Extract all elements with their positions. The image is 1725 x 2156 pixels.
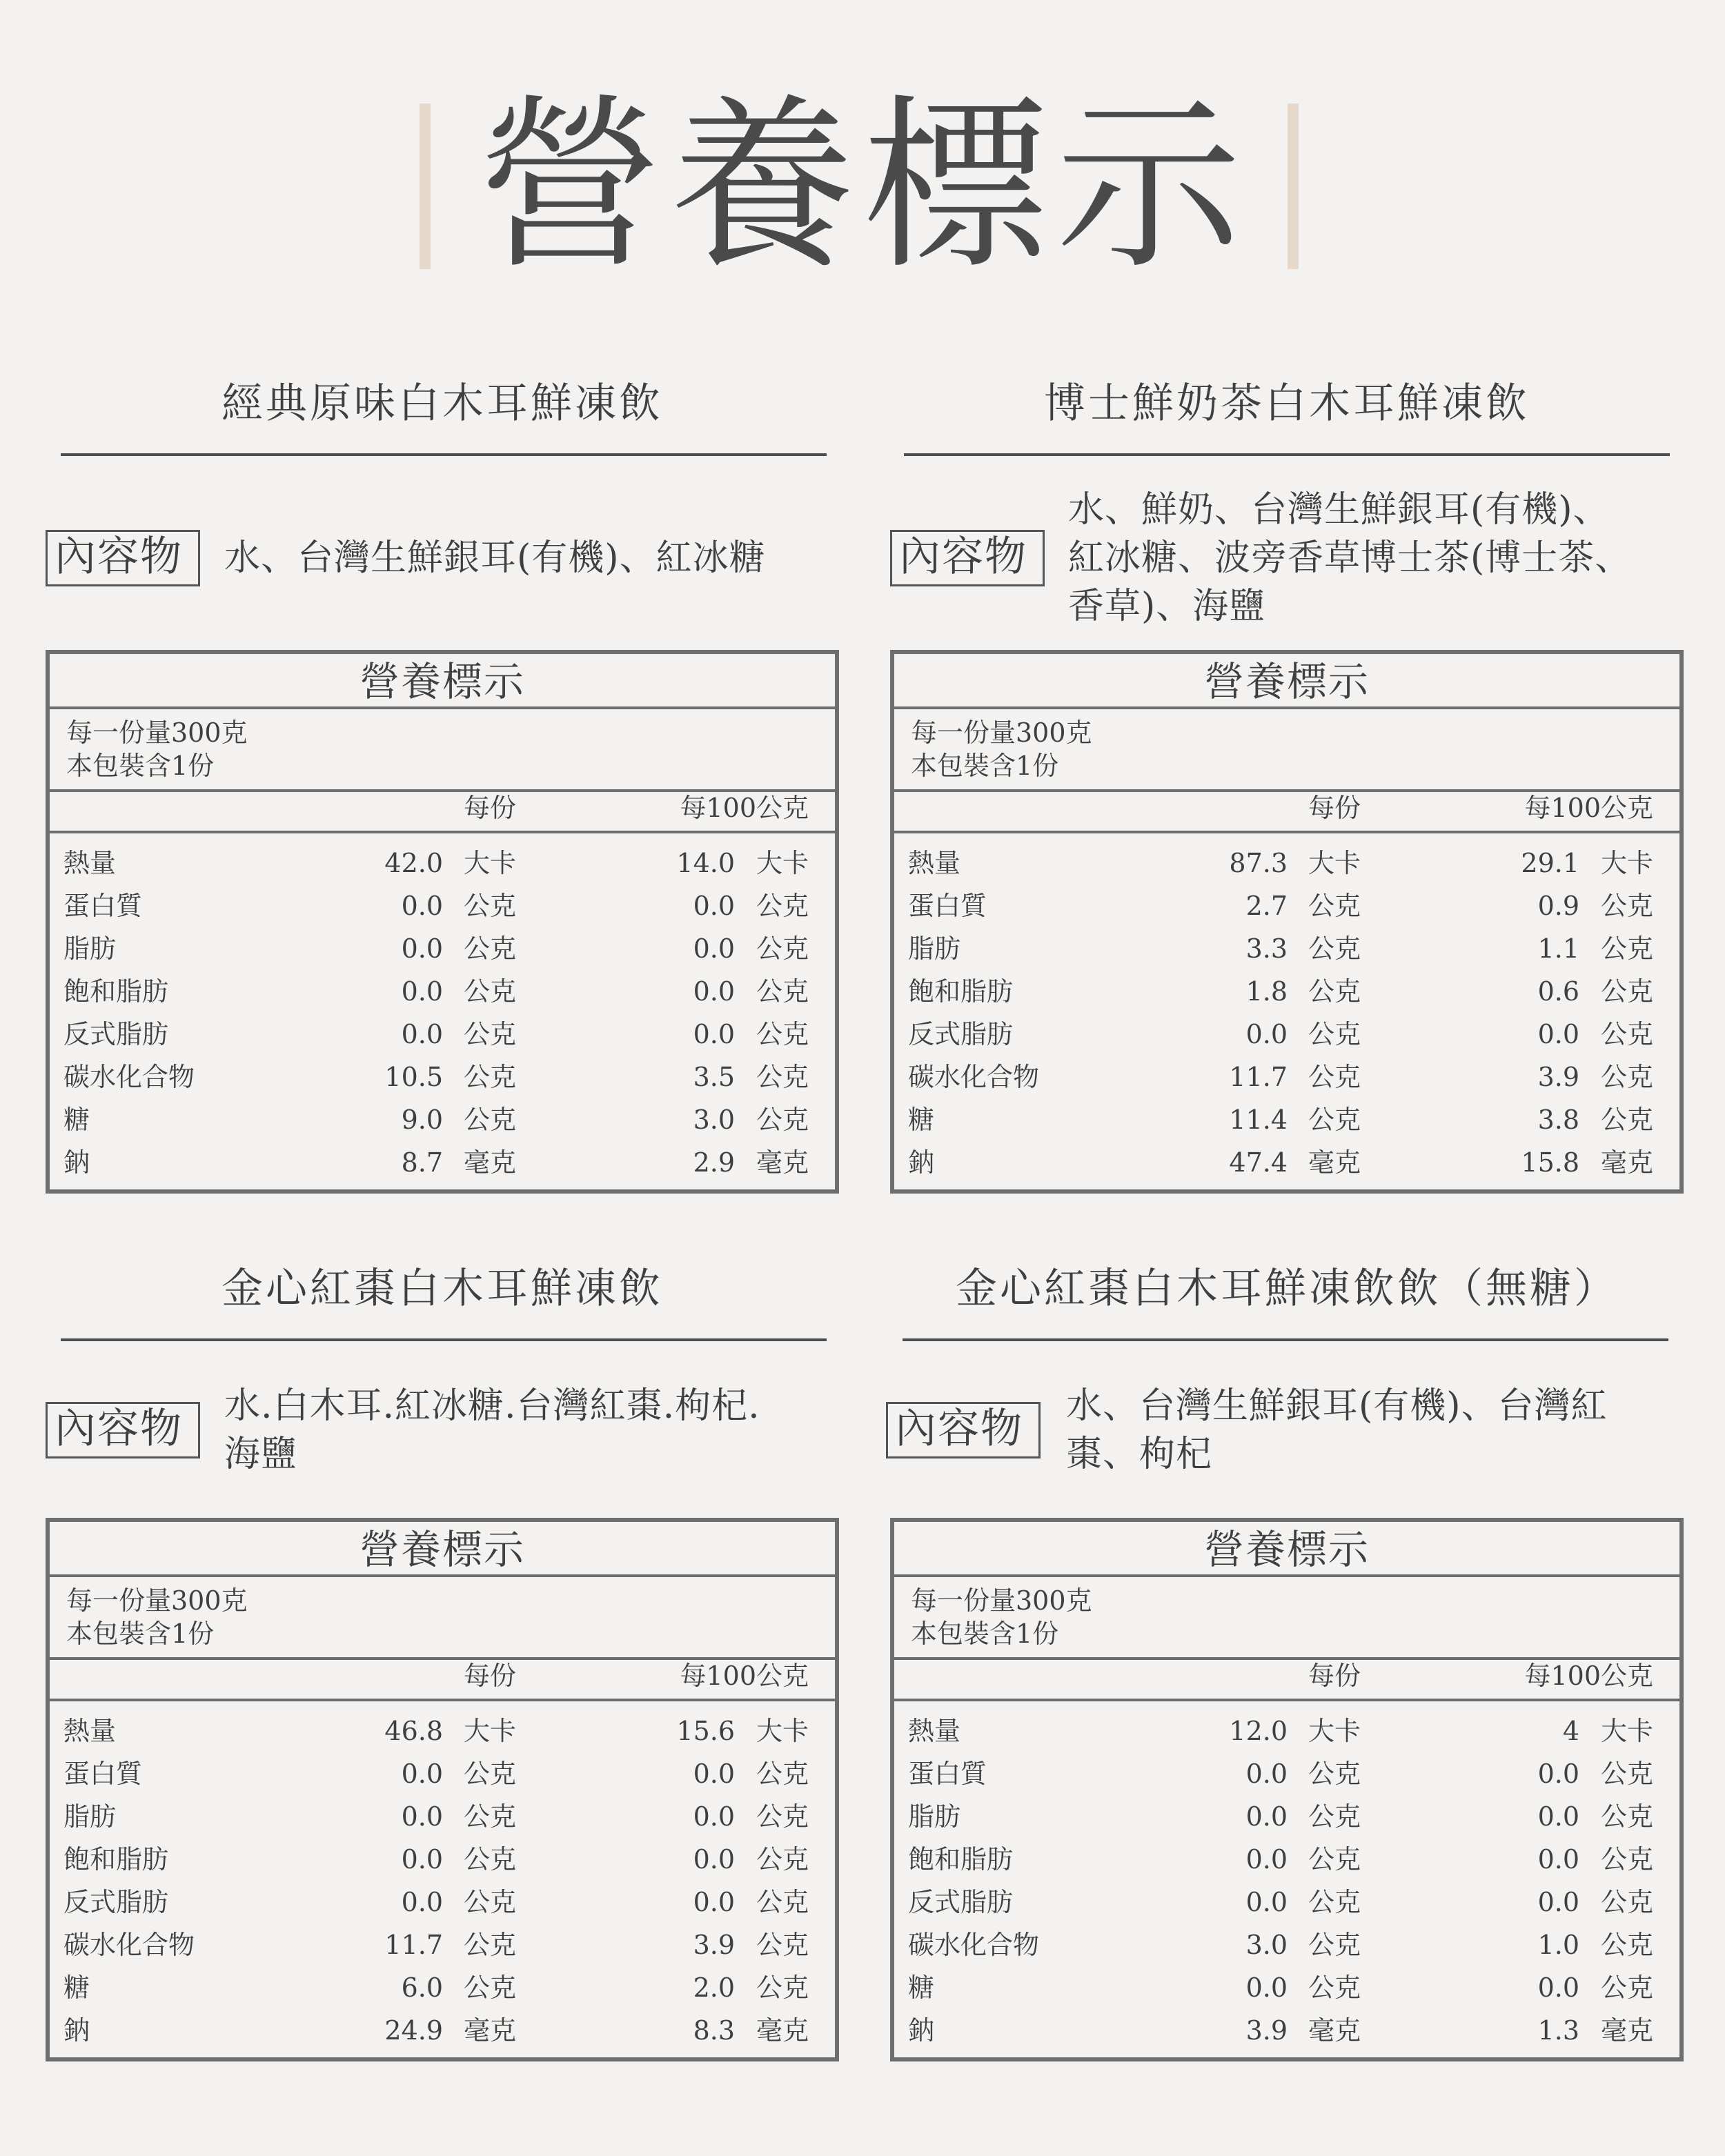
value-per-100g: 0.0	[1537, 1972, 1579, 2003]
value-per-serving: 0.0	[401, 1887, 443, 1917]
value-per-100g: 1.0	[1537, 1930, 1579, 1960]
value-per-100g: 0.0	[693, 933, 735, 964]
unit-per-serving: 公克	[1308, 1887, 1361, 1917]
nutrient-row	[50, 1881, 835, 1923]
unit-per-100g: 公克	[1601, 976, 1654, 1007]
unit-per-serving: 公克	[464, 1887, 517, 1917]
nutrient-row	[50, 1923, 835, 1966]
unit-per-serving: 公克	[464, 933, 517, 964]
nutrient-row	[894, 1141, 1679, 1184]
unit-per-100g: 公克	[756, 1887, 809, 1917]
unit-per-serving: 大卡	[1308, 848, 1361, 878]
value-per-100g: 3.9	[1537, 1062, 1579, 1092]
unit-per-100g: 公克	[1601, 1759, 1654, 1789]
unit-per-serving: 公克	[464, 1972, 517, 2003]
unit-per-serving: 公克	[1308, 1062, 1361, 1092]
value-per-100g: 2.9	[693, 1147, 735, 1178]
unit-per-100g: 大卡	[1601, 1716, 1654, 1746]
value-per-serving: 87.3	[1229, 848, 1288, 878]
value-per-serving: 47.4	[1229, 1147, 1288, 1178]
nutrient-row	[50, 1056, 835, 1098]
column-header-per-serving: 每份	[1308, 1661, 1361, 1691]
divider	[50, 831, 835, 833]
unit-per-100g: 公克	[1601, 891, 1654, 921]
value-per-100g: 3.5	[693, 1062, 735, 1092]
panel-title: 營養標示	[50, 1522, 835, 1577]
value-per-serving: 11.4	[1229, 1105, 1288, 1135]
value-per-serving: 2.7	[1245, 891, 1288, 921]
product-name-underline	[903, 1338, 1668, 1341]
unit-per-serving: 公克	[464, 976, 517, 1007]
nutrient-name: 熱量	[63, 1716, 117, 1746]
ingredients-text-line: 水、台灣生鮮銀耳(有機)、紅冰糖	[224, 537, 766, 579]
unit-per-serving: 公克	[1308, 1801, 1361, 1832]
unit-per-100g: 公克	[756, 1019, 809, 1049]
unit-per-100g: 公克	[1601, 933, 1654, 964]
value-per-100g: 0.0	[693, 1801, 735, 1832]
nutrient-row	[50, 1838, 835, 1881]
unit-per-serving: 毫克	[464, 1147, 517, 1178]
unit-per-serving: 公克	[464, 1105, 517, 1135]
nutrient-row	[894, 884, 1679, 927]
nutrient-row	[894, 1838, 1679, 1881]
value-per-serving: 3.3	[1245, 933, 1288, 964]
value-per-100g: 3.0	[693, 1105, 735, 1135]
nutrient-row	[894, 1923, 1679, 1966]
value-per-serving: 42.0	[384, 848, 443, 878]
unit-per-100g: 毫克	[756, 2015, 809, 2046]
nutrient-row	[50, 970, 835, 1013]
unit-per-100g: 公克	[1601, 1930, 1654, 1960]
serving-size: 每一份量300克	[911, 1585, 1092, 1616]
unit-per-serving: 毫克	[1308, 1147, 1361, 1178]
nutrient-name: 蛋白質	[908, 1759, 987, 1789]
value-per-serving: 6.0	[401, 1972, 443, 2003]
value-per-serving: 24.9	[384, 2015, 443, 2046]
value-per-100g: 1.3	[1537, 2015, 1579, 2046]
page-title: 營養標示	[476, 77, 1249, 295]
nutrient-name: 熱量	[908, 848, 961, 878]
unit-per-100g: 公克	[1601, 1887, 1654, 1917]
value-per-serving: 0.0	[401, 891, 443, 921]
nutrient-name: 反式脂肪	[908, 1019, 1014, 1049]
unit-per-serving: 公克	[1308, 1019, 1361, 1049]
ingredients-text-line: 水.白木耳.紅冰糖.台灣紅棗.枸杞.	[224, 1385, 760, 1427]
servings-per-pack: 本包裝含1份	[911, 751, 1059, 781]
unit-per-100g: 公克	[1601, 1972, 1654, 2003]
servings-per-pack: 本包裝含1份	[911, 1619, 1059, 1649]
ingredients-text-line: 水、台灣生鮮銀耳(有機)、台灣紅	[1066, 1385, 1608, 1427]
nutrient-row	[894, 970, 1679, 1013]
value-per-serving: 0.0	[1245, 1759, 1288, 1789]
nutrient-name: 脂肪	[908, 933, 961, 964]
value-per-100g: 0.0	[1537, 1801, 1579, 1832]
value-per-100g: 0.0	[693, 1019, 735, 1049]
nutrient-name: 碳水化合物	[908, 1062, 1040, 1092]
value-per-serving: 11.7	[1229, 1062, 1288, 1092]
value-per-100g: 29.1	[1521, 848, 1579, 878]
nutrient-row	[894, 927, 1679, 970]
value-per-100g: 15.8	[1521, 1147, 1579, 1178]
product-name-underline	[61, 1338, 827, 1341]
unit-per-serving: 公克	[1308, 1972, 1361, 2003]
unit-per-serving: 公克	[1308, 891, 1361, 921]
nutrient-name: 飽和脂肪	[908, 976, 1014, 1007]
nutrition-panel	[46, 650, 839, 1194]
value-per-100g: 3.9	[693, 1930, 735, 1960]
nutrient-row	[50, 1013, 835, 1056]
nutrient-name: 糖	[908, 1105, 935, 1135]
nutrient-row	[894, 1752, 1679, 1795]
value-per-100g: 0.0	[1537, 1844, 1579, 1875]
value-per-serving: 9.0	[401, 1105, 443, 1135]
value-per-100g: 1.1	[1537, 933, 1579, 964]
value-per-serving: 11.7	[384, 1930, 443, 1960]
value-per-100g: 0.0	[693, 1844, 735, 1875]
product-name-underline	[61, 453, 827, 456]
unit-per-serving: 大卡	[1308, 1716, 1361, 1746]
divider	[894, 1699, 1679, 1701]
nutrient-row	[50, 1141, 835, 1184]
unit-per-100g: 公克	[1601, 1844, 1654, 1875]
nutrient-name: 碳水化合物	[63, 1062, 195, 1092]
nutrient-name: 脂肪	[63, 933, 117, 964]
value-per-100g: 8.3	[693, 2015, 735, 2046]
nutrient-row	[50, 1710, 835, 1752]
value-per-serving: 8.7	[401, 1147, 443, 1178]
unit-per-100g: 公克	[1601, 1105, 1654, 1135]
servings-per-pack: 本包裝含1份	[66, 751, 215, 781]
unit-per-100g: 公克	[756, 976, 809, 1007]
unit-per-serving: 公克	[464, 1844, 517, 1875]
nutrient-name: 碳水化合物	[908, 1930, 1040, 1960]
nutrient-row	[50, 1098, 835, 1141]
unit-per-100g: 公克	[756, 933, 809, 964]
nutrient-name: 糖	[63, 1105, 90, 1135]
value-per-serving: 0.0	[1245, 1972, 1288, 2003]
value-per-100g: 0.6	[1537, 976, 1579, 1007]
nutrient-row	[894, 1056, 1679, 1098]
unit-per-100g: 公克	[1601, 1062, 1654, 1092]
unit-per-100g: 公克	[756, 1062, 809, 1092]
value-per-serving: 0.0	[401, 1801, 443, 1832]
nutrient-name: 鈉	[908, 1147, 935, 1178]
panel-title: 營養標示	[894, 1522, 1679, 1577]
column-header-per-100g: 每100公克	[1524, 1661, 1653, 1691]
value-per-100g: 0.0	[693, 891, 735, 921]
unit-per-100g: 大卡	[756, 1716, 809, 1746]
value-per-serving: 0.0	[401, 933, 443, 964]
serving-info	[911, 716, 1092, 782]
column-header-per-100g: 每100公克	[680, 793, 809, 823]
value-per-100g: 0.0	[693, 1759, 735, 1789]
value-per-serving: 3.0	[1245, 1930, 1288, 1960]
nutrient-row	[50, 842, 835, 884]
nutrition-panel	[46, 1518, 839, 2061]
value-per-serving: 0.0	[1245, 1844, 1288, 1875]
ingredients-text-line: 海鹽	[224, 1434, 298, 1475]
nutrient-name: 鈉	[63, 1147, 90, 1178]
value-per-100g: 0.0	[693, 976, 735, 1007]
nutrient-name: 熱量	[908, 1716, 961, 1746]
nutrient-name: 鈉	[908, 2015, 935, 2046]
nutrient-name: 碳水化合物	[63, 1930, 195, 1960]
unit-per-100g: 毫克	[1601, 2015, 1654, 2046]
nutrient-name: 飽和脂肪	[908, 1844, 1014, 1875]
value-per-100g: 0.0	[693, 1887, 735, 1917]
nutrient-name: 蛋白質	[63, 1759, 143, 1789]
unit-per-100g: 大卡	[1601, 848, 1654, 878]
column-header-per-100g: 每100公克	[1524, 793, 1653, 823]
unit-per-100g: 毫克	[1601, 1147, 1654, 1178]
nutrient-row	[894, 1098, 1679, 1141]
nutrient-name: 反式脂肪	[63, 1019, 169, 1049]
ingredients-text-line: 香草)、海鹽	[1068, 586, 1266, 627]
nutrient-name: 脂肪	[63, 1801, 117, 1832]
value-per-serving: 0.0	[401, 976, 443, 1007]
value-per-serving: 10.5	[384, 1062, 443, 1092]
nutrient-row	[50, 1966, 835, 2009]
ingredients-text-line: 水、鮮奶、台灣生鮮銀耳(有機)、	[1068, 489, 1610, 531]
column-header-per-serving: 每份	[464, 1661, 517, 1691]
serving-info	[66, 716, 248, 782]
serving-info	[911, 1584, 1092, 1650]
unit-per-serving: 大卡	[464, 1716, 517, 1746]
unit-per-100g: 公克	[756, 1801, 809, 1832]
value-per-serving: 0.0	[1245, 1019, 1288, 1049]
product-name: 博士鮮奶茶白木耳鮮凍飲	[1044, 379, 1530, 428]
nutrient-row	[894, 842, 1679, 884]
product-name-underline	[904, 453, 1670, 456]
nutrient-row	[894, 1710, 1679, 1752]
serving-size: 每一份量300克	[911, 718, 1092, 748]
nutrient-row	[894, 1881, 1679, 1923]
serving-info	[66, 1584, 248, 1650]
value-per-100g: 2.0	[693, 1972, 735, 2003]
divider	[50, 1699, 835, 1701]
nutrient-name: 糖	[908, 1972, 935, 2003]
ingredients-text-line: 棗、枸杞	[1066, 1434, 1213, 1475]
nutrient-name: 脂肪	[908, 1801, 961, 1832]
servings-per-pack: 本包裝含1份	[66, 1619, 215, 1649]
value-per-100g: 0.9	[1537, 891, 1579, 921]
unit-per-100g: 公克	[756, 891, 809, 921]
nutrition-panel	[890, 1518, 1684, 2061]
value-per-100g: 0.0	[1537, 1759, 1579, 1789]
value-per-100g: 4	[1562, 1716, 1579, 1746]
nutrient-name: 蛋白質	[63, 891, 143, 921]
ingredients-label: 內容物	[46, 1402, 200, 1458]
unit-per-serving: 公克	[1308, 976, 1361, 1007]
nutrient-name: 飽和脂肪	[63, 976, 169, 1007]
nutrient-name: 熱量	[63, 848, 117, 878]
nutrient-row	[50, 1752, 835, 1795]
divider	[894, 831, 1679, 833]
nutrition-panel	[890, 650, 1684, 1194]
value-per-100g: 0.0	[1537, 1887, 1579, 1917]
panel-title: 營養標示	[50, 654, 835, 709]
unit-per-serving: 公克	[464, 1759, 517, 1789]
unit-per-serving: 公克	[464, 1062, 517, 1092]
unit-per-100g: 毫克	[756, 1147, 809, 1178]
unit-per-serving: 公克	[464, 891, 517, 921]
nutrient-name: 糖	[63, 1972, 90, 2003]
ingredients-label: 內容物	[46, 530, 200, 586]
value-per-100g: 15.6	[676, 1716, 735, 1746]
unit-per-100g: 公克	[756, 1930, 809, 1960]
nutrient-name: 鈉	[63, 2015, 90, 2046]
nutrient-row	[894, 2009, 1679, 2052]
unit-per-serving: 公克	[1308, 1844, 1361, 1875]
value-per-serving: 46.8	[384, 1716, 443, 1746]
unit-per-serving: 毫克	[1308, 2015, 1361, 2046]
nutrient-row	[50, 884, 835, 927]
unit-per-serving: 公克	[1308, 1759, 1361, 1789]
serving-size: 每一份量300克	[66, 1585, 248, 1616]
ingredients-label: 內容物	[886, 1402, 1041, 1458]
column-header-per-serving: 每份	[464, 793, 517, 823]
unit-per-serving: 大卡	[464, 848, 517, 878]
nutrient-row	[50, 927, 835, 970]
unit-per-serving: 公克	[464, 1019, 517, 1049]
value-per-100g: 14.0	[676, 848, 735, 878]
column-header-per-100g: 每100公克	[680, 1661, 809, 1691]
unit-per-serving: 公克	[1308, 933, 1361, 964]
unit-per-serving: 公克	[464, 1930, 517, 1960]
unit-per-100g: 公克	[756, 1759, 809, 1789]
value-per-100g: 0.0	[1537, 1019, 1579, 1049]
unit-per-serving: 公克	[1308, 1105, 1361, 1135]
nutrient-row	[894, 1013, 1679, 1056]
unit-per-100g: 公克	[756, 1972, 809, 2003]
value-per-serving: 1.8	[1245, 976, 1288, 1007]
nutrient-row	[50, 2009, 835, 2052]
ingredients-label: 內容物	[890, 530, 1045, 586]
serving-size: 每一份量300克	[66, 718, 248, 748]
nutrient-row	[50, 1795, 835, 1838]
unit-per-100g: 大卡	[756, 848, 809, 878]
unit-per-serving: 公克	[464, 1801, 517, 1832]
unit-per-100g: 公克	[756, 1844, 809, 1875]
unit-per-serving: 毫克	[464, 2015, 517, 2046]
column-header-per-serving: 每份	[1308, 793, 1361, 823]
nutrient-row	[894, 1966, 1679, 2009]
unit-per-100g: 公克	[756, 1105, 809, 1135]
nutrient-name: 反式脂肪	[63, 1887, 169, 1917]
product-name: 金心紅棗白木耳鮮凍飲	[221, 1265, 663, 1313]
value-per-serving: 0.0	[1245, 1801, 1288, 1832]
unit-per-100g: 公克	[1601, 1019, 1654, 1049]
nutrient-row	[894, 1795, 1679, 1838]
value-per-serving: 12.0	[1229, 1716, 1288, 1746]
nutrient-name: 蛋白質	[908, 891, 987, 921]
nutrient-name: 反式脂肪	[908, 1887, 1014, 1917]
panel-title: 營養標示	[894, 654, 1679, 709]
value-per-serving: 0.0	[401, 1759, 443, 1789]
value-per-serving: 0.0	[401, 1844, 443, 1875]
unit-per-serving: 公克	[1308, 1930, 1361, 1960]
product-name: 金心紅棗白木耳鮮凍飲飲（無糖）	[956, 1265, 1618, 1313]
nutrient-name: 飽和脂肪	[63, 1844, 169, 1875]
value-per-serving: 0.0	[1245, 1887, 1288, 1917]
value-per-serving: 3.9	[1245, 2015, 1288, 2046]
value-per-serving: 0.0	[401, 1019, 443, 1049]
ingredients-text-line: 紅冰糖、波旁香草博士茶(博士茶、	[1068, 537, 1632, 579]
product-name: 經典原味白木耳鮮凍飲	[221, 379, 663, 428]
value-per-100g: 3.8	[1537, 1105, 1579, 1135]
unit-per-100g: 公克	[1601, 1801, 1654, 1832]
